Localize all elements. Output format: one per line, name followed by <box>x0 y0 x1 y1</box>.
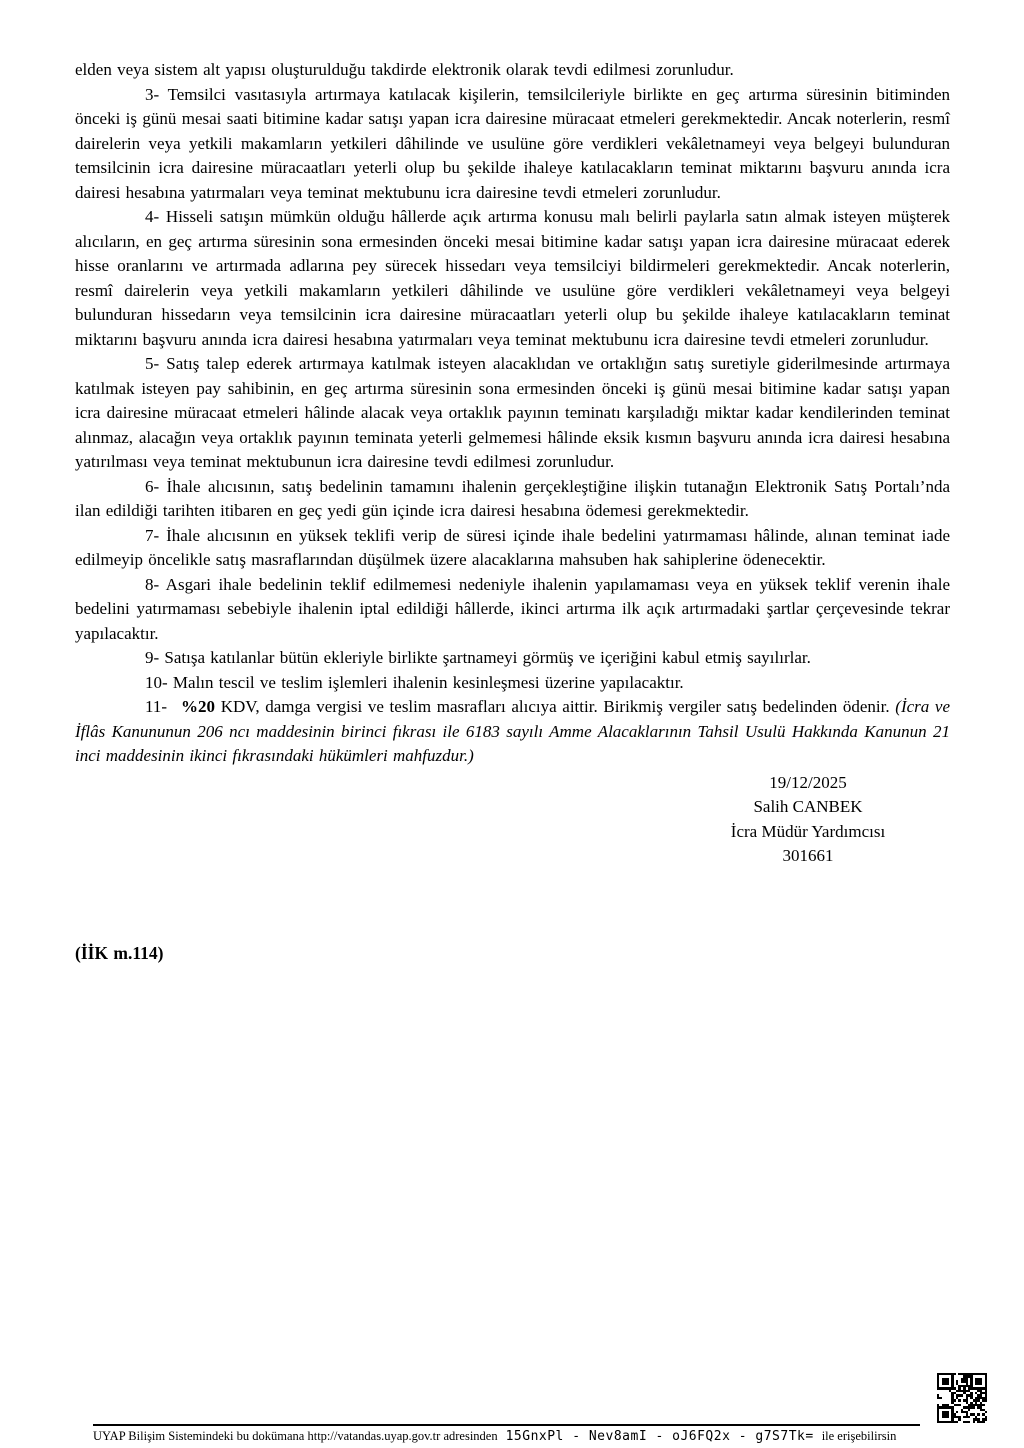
continuation-paragraph: elden veya sistem alt yapısı oluşturulduğu takdirde elektronik olarak tevdi edilmesi zorunludur. <box>75 60 734 79</box>
numbered-item-10: 10- Malın tescil ve teslim işlemleri ihalenin kesinleşmesi üzerine yapılacaktır. <box>145 672 684 692</box>
numbered-item-3: 3- Temsilci vasıtasıyla artırmaya katılacak kişilerin, temsilcileriyle birlikte en geç artırma süresinin bitiminden önceki iş günü mesai saati bitimine kadar satışı yapan icra dairesine müracaat etmeleri gerekmektedir. Ancak noterlerin, resmî dairelerin veya yetkili makamların yetkileri dâhilinde ve usulüne göre verdikleri vekâletnameyi veya belgeyi bulunduran temsilcinin icra dairesine müracaatları yeterli olup bu şekilde ihaleye katılacakların teminat miktarını başvuru anında icra dairesi hesabına yatırmaları veya teminat mektubunu icra dairesine tevdi etmeleri zorunludur. <box>75 84 950 202</box>
signature-title: İcra Müdür Yardımcısı <box>730 821 886 841</box>
numbered-item-6: 6- İhale alıcısının, satış bedelinin tamamını ihalenin gerçekleştiğine ilişkin tutanağın Elektronik Satış Portalı’nda ilan edildiği tarihten itibaren en geç yedi gün içinde icra dairesi hesabına ödemesi gerekmektedir. <box>75 476 950 520</box>
numbered-item-11 <box>75 695 950 769</box>
footer-divider <box>93 1424 920 1426</box>
numbered-item-4: 4- Hisseli satışın mümkün olduğu hâllerde açık artırma konusu malı belirli paylarla satın almak isteyen müşterek alıcıların, en geç artırma süresinin sona ermesinden önceki mesai bitimine kadar satışı yapan icra dairesine müracaat ederek hisse oranlarını ve artırmada adlarına pey sürecek hissedarı veya temsilciyi bildirmeleri gerekmektedir. Ancak noterlerin, resmî dairelerin veya yetkili makamların yetkileri dâhilinde ve usulüne göre verdikleri vekâletnameyi veya belgeyi bulunduran hissedarın veya temsilcinin icra dairesine müracaatları yeterli olup bu şekilde ihaleye katılacakların teminat miktarını başvuru anında icra dairesi hesabına yatırmaları veya teminat mektubunu icra dairesine tevdi etmeleri zorunludur. <box>75 207 950 349</box>
signature-block <box>666 771 950 869</box>
signature-date: 19/12/2025 <box>769 772 847 792</box>
item-11-number: 11- <box>145 697 168 716</box>
footer-text <box>93 1429 920 1444</box>
signature-registry-no: 301661 <box>782 846 834 865</box>
numbered-item-5: 5- Satış talep ederek artırmaya katılmak isteyen alacaklıdan ve ortaklığın satış suretiyle giderilmesinde artırmaya katılmak isteyen pay sahibinin, en geç artırma süresinin sona ermesinden önceki iş günü mesai bitimine kadar satışı yapan icra dairesine müracaat etmeleri hâlinde alacak veya ortaklık payının teminatı karşıladığı miktar kadar kendilerinden teminat alınmaz, alacağın veya ortaklık payının teminata yeterli gelmemesi hâlinde eksik kısmın başvuru anında icra dairesi hesabına yatırılması veya teminat mektubunun icra dairesine tevdi edilmesi zorunludur. <box>75 354 950 471</box>
numbered-item-8: 8- Asgari ihale bedelinin teklif edilmemesi nedeniyle ihalenin yapılamaması veya en yüksek teklif verenin ihale bedelini yatırmaması sebebiyle ihalenin iptal edildiği hâllerde, ikinci artırma ilk açık artırmadaki şartlar çerçevesinde tekrar yapılacaktır. <box>75 574 950 643</box>
page-footer <box>93 1424 920 1444</box>
qr-code <box>937 1373 987 1423</box>
footer-suffix: ile erişebilirsin <box>821 1429 897 1443</box>
item-11-text: KDV, damga vergisi ve teslim masrafları alıcıya aittir. Birikmiş vergiler satış bedelinden ödenir. <box>220 697 890 716</box>
item-11-vat-rate: %20 <box>181 697 216 716</box>
law-reference: (İİK m.114) <box>75 942 164 963</box>
footer-prefix: UYAP Bilişim Sistemindeki bu dokümana http://vatandas.uyap.gov.tr adresinden <box>93 1429 498 1443</box>
numbered-item-9: 9- Satışa katılanlar bütün ekleriyle birlikte şartnameyi görmüş ve içeriğini kabul etmiş sayılırlar. <box>145 648 811 667</box>
numbered-item-7: 7- İhale alıcısının en yüksek teklifi verip de süresi içinde ihale bedelini yatırmaması hâlinde, alınan teminat iade edilmeyip öncelikle satış masraflarından düşülmek üzere alacaklarına mahsuben hak sahiplerine ödenecektir. <box>75 525 950 569</box>
signature-name: Salih CANBEK <box>753 797 863 816</box>
footer-access-code: 15GnxPl - Nev8amI - oJ6FQ2x - g7S7Tk= <box>505 1429 814 1444</box>
item-11-law-note: (İcra ve İflâs Kanununun 206 ncı maddesinin birinci fıkrası ile 6183 sayılı Amme Alacaklarının Tahsil Usulü Hakkında Kanunun 21 inci maddesinin ikinci fıkrasındaki hükümleri mahfuzdur.) <box>75 697 951 765</box>
